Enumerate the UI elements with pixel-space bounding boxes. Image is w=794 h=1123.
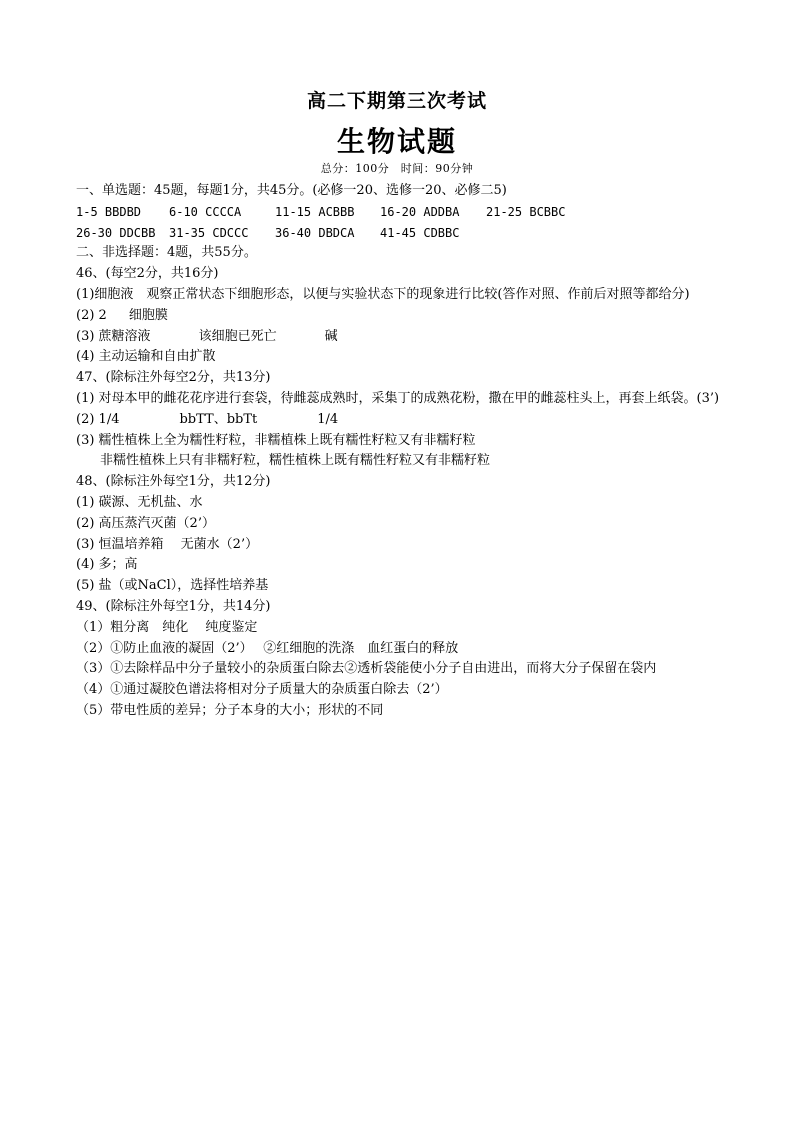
mc-answer-1-5: 1-5 BBDBD: [76, 204, 142, 219]
q48-answer-4: (4) 多；高: [76, 557, 138, 573]
q49-answer-5: （5）带电性质的差异；分子本身的大小；形状的不同: [76, 702, 384, 718]
q46-answer-2a: (2) 2: [76, 307, 107, 323]
q46-answer-2b: 细胞膜: [128, 307, 168, 323]
q48-heading: 48、(除标注外每空1分，共12分): [76, 474, 271, 490]
q48-answer-1: (1) 碳源、无机盐、水: [76, 494, 203, 510]
mc-answer-16-20: 16-20 ADDBA: [380, 204, 460, 219]
q46-answer-2: [76, 306, 726, 327]
mc-answer-31-35: 31-35 CDCCC: [169, 225, 249, 240]
q46-answer-4: (4) 主动运输和自由扩散: [76, 349, 216, 365]
q46-answer-3b: 该细胞已死亡: [198, 328, 277, 344]
q48-answer-5: (5) 盐（或NaCl），选择性培养基: [76, 578, 269, 594]
mc-answer-41-45: 41-45 CDBBC: [380, 225, 460, 240]
mc-answers-row-1: [76, 202, 726, 223]
q49-heading: 49、(除标注外每空1分，共14分): [76, 598, 271, 614]
mc-answer-11-15: 11-15 ACBBB: [275, 204, 355, 219]
q49-answer-4: （4）①通过凝胶色谱法将相对分子质量大的杂质蛋白除去（2’）: [76, 682, 448, 698]
q47-answer-3b: 非糯性植株上只有非糯籽粒，糯性植株上既有糯性籽粒又有非糯籽粒: [100, 453, 491, 469]
q49-answer-1: （1）粗分离 纯化 纯度鉴定: [76, 619, 258, 635]
q46-answer-3a: (3) 蔗糖溶液: [76, 328, 151, 344]
q46-heading: 46、(每空2分，共16分): [76, 266, 219, 282]
mc-answer-6-10: 6-10 CCCCA: [169, 204, 242, 219]
q47-answer-2c: 1/4: [317, 411, 339, 427]
mc-answer-36-40: 36-40 DBDCA: [275, 225, 355, 240]
exam-subtitle: 高二下期第三次考试: [306, 90, 487, 112]
q47-answer-2: [76, 410, 726, 431]
mc-answer-26-30: 26-30 DDCBB: [76, 225, 156, 240]
q47-answer-2a: (2) 1/4: [76, 411, 120, 427]
q47-answer-2b: bbTT、bbTt: [179, 411, 258, 427]
q49-answer-3: （3）①去除样品中分子量较小的杂质蛋白除去②透析袋能使小分子自由进出，而将大分子保留在袋内: [76, 661, 657, 677]
q47-answer-1: (1) 对母本甲的雌花花序进行套袋，待雌蕊成熟时，采集丁的成熟花粉，撒在甲的雌蕊柱头上，再套上纸袋。(3’): [76, 390, 720, 406]
exam-title: 生物试题: [336, 125, 457, 158]
mc-answers-row-2: [76, 223, 726, 244]
exam-meta: 总分：100分 时间：90分钟: [320, 162, 474, 175]
answer-content: [76, 181, 726, 722]
q46-answer-1: (1)细胞液 观察正常状态下细胞形态，以便与实验状态下的现象进行比较(答作对照、作前后对照等都给分): [76, 286, 690, 302]
q47-answer-3a: (3) 糯性植株上全为糯性籽粒，非糯植株上既有糯性籽粒又有非糯籽粒: [76, 432, 476, 448]
q47-heading: 47、(除标注外每空2分，共13分): [76, 370, 271, 386]
q49-answer-2: （2）①防止血液的凝固（2’） ②红细胞的洗涤 血红蛋白的释放: [76, 640, 459, 656]
section1-heading: 一、单选题：45题，每题1分，共45分。(必修一20、选修一20、必修二5): [76, 183, 507, 198]
mc-answer-21-25: 21-25 BCBBC: [486, 204, 566, 219]
q46-answer-3: [76, 327, 726, 348]
q48-answer-3: (3) 恒温培养箱 无菌水（2’）: [76, 536, 259, 552]
section2-heading: 二、非选择题：4题，共55分。: [76, 245, 257, 261]
q48-answer-2: (2) 高压蒸汽灭菌（2’）: [76, 515, 215, 531]
q46-answer-3c: 碱: [324, 328, 338, 344]
